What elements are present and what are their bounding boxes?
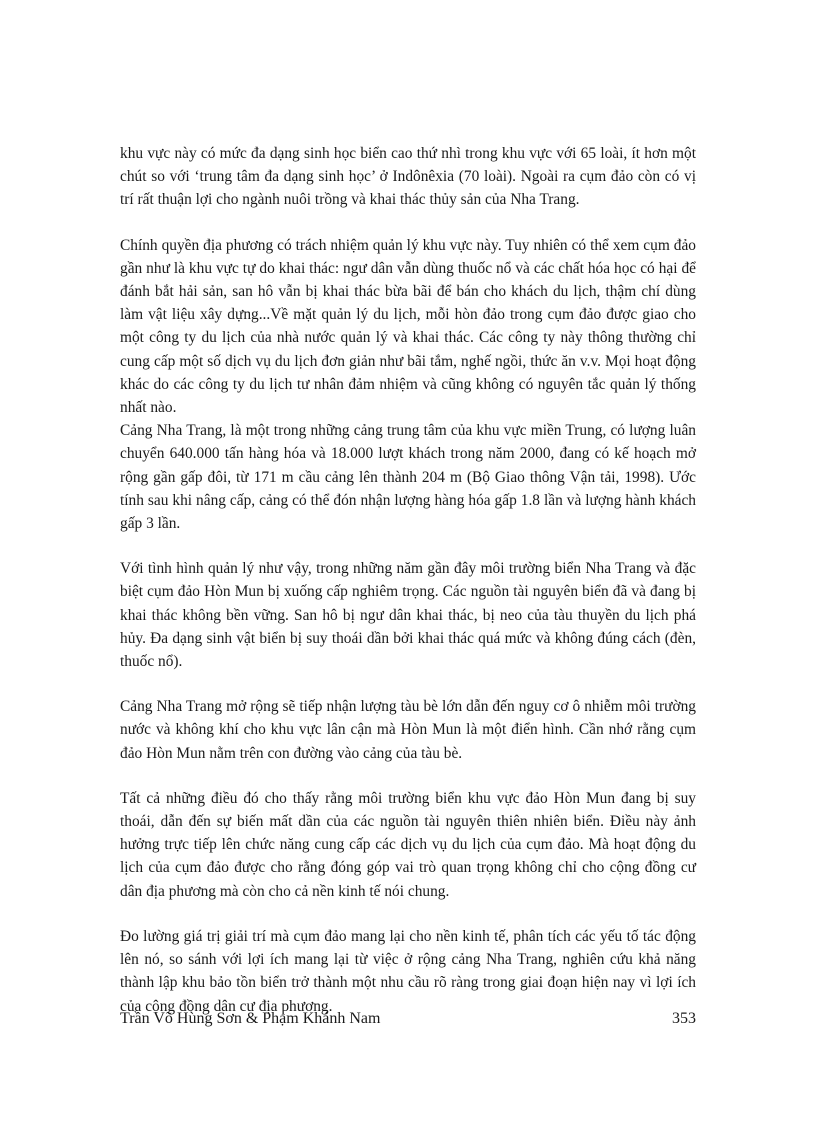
footer-authors: Trần Võ Hùng Sơn & Phạm Khánh Nam xyxy=(120,1010,381,1027)
paragraph-consequences: Tất cả những điều đó cho thấy rằng môi trường biển khu vực đảo Hòn Mun đang bị suy thoái, dẫn đến sự biến mất dần của các nguồn tài nguyên thiên nhiên biển. Điều này ảnh hưởng trực tiếp lên chức năng cung cấp các dịch vụ du lịch của cụm đảo. Mà hoạt động du lịch của cụm đảo được cho rằng đóng góp vai trò quan trọng không chỉ cho cộng đồng cư dân địa phương mà còn cho cả nền kinh tế nói chung. xyxy=(120,789,696,900)
paragraph-port-expansion: Cảng Nha Trang mở rộng sẽ tiếp nhận lượng tàu bè lớn dẫn đến nguy cơ ô nhiễm môi trường nước và không khí cho khu vực lân cận mà Hòn Mun là một điển hình. Cần nhớ rằng cụm đảo Hòn Mun nằm trên con đường vào cảng của tàu bè. xyxy=(120,698,696,762)
paragraph-environment-degradation: Với tình hình quản lý như vậy, trong những năm gần đây môi trường biển Nha Trang và đặc biệt cụm đảo Hòn Mun bị xuống cấp nghiêm trọng. Các nguồn tài nguyên biển đã và đang bị khai thác không bền vững. San hô bị ngư dân khai thác, bị neo của tàu thuyền du lịch phá hủy. Đa dạng sinh vật biển bị suy thoái dần bởi khai thác quá mức và không đúng cách (đèn, thuốc nổ). xyxy=(120,560,696,671)
paragraph-biodiversity: khu vực này có mức đa dạng sinh học biển cao thứ nhì trong khu vực với 65 loài, ít hơn một chút so với ‘trung tâm đa dạng sinh học’ ở Indônêxia (70 loài). Ngoài ra cụm đảo còn có vị trí rất thuận lợi cho ngành nuôi trồng và khai thác thủy sản của Nha Trang. xyxy=(120,145,696,209)
paragraph-local-management: Chính quyền địa phương có trách nhiệm quản lý khu vực này. Tuy nhiên có thể xem cụm đảo gần như là khu vực tự do khai thác: ngư dân vẫn dùng thuốc nổ và các chất hóa học có hại để đánh bắt hải sản, san hô vẫn bị khai thác bừa bãi để bán cho khách du lịch, thậm chí dùng làm vật liệu xây dựng...Về mặt quản lý du lịch, mỗi hòn đảo trong cụm đảo được giao cho một công ty du lịch của nhà nước quản lý và khai thác. Các công ty này thông thường chỉ cung cấp một số dịch vụ du lịch đơn giản như bãi tắm, nghế ngồi, thức ăn v.v. Mọi hoạt động khác do các công ty du lịch tư nhân đảm nhiệm và cũng không có nguyên tắc quản lý thống nhất nào. xyxy=(120,236,696,417)
paragraph-nha-trang-port: Cảng Nha Trang, là một trong những cảng trung tâm của khu vực miền Trung, có lượng luân chuyển 640.000 tấn hàng hóa và 18.000 lượt khách trong năm 2000, đang có kế hoạch mở rộng gần gấp đôi, từ 171 m cầu cảng lên thành 204 m (Bộ Giao thông Vận tải, 1998). Ước tính sau khi nâng cấp, cảng có thể đón nhận lượng hàng hóa gấp 1.8 lần và lượng hành khách gấp 3 lần. xyxy=(120,422,696,533)
page-number: 353 xyxy=(672,1010,696,1027)
page-body xyxy=(120,142,696,1018)
page-footer xyxy=(120,1010,696,1028)
paragraph-research-need: Đo lường giá trị giải trí mà cụm đảo mang lại cho nền kinh tế, phân tích các yếu tố tác động lên nó, so sánh với lợi ích mang lại từ việc ở rộng cảng Nha Trang, nghiên cứu khả năng thành lập khu bảo tồn biển trở thành một nhu cầu rõ ràng trong giai đoạn hiện nay vì lợi ích của cộng đồng dân cư địa phương. xyxy=(120,927,696,1015)
